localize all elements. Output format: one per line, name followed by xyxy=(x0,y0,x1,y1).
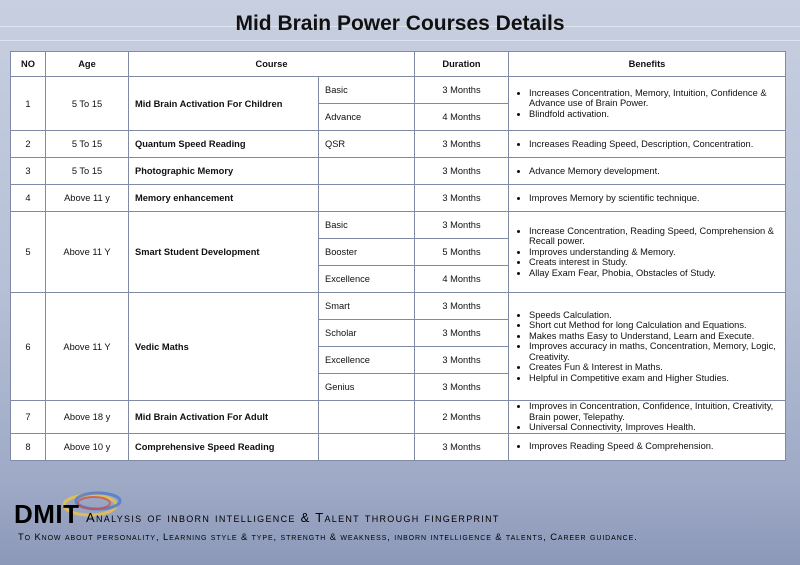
benefit-item: • Creats interest in Study. xyxy=(529,257,779,268)
cell-level xyxy=(319,401,415,434)
benefit-item: • Increases Reading Speed, Description, Concentration. xyxy=(529,139,779,150)
cell-no: 3 xyxy=(11,158,46,185)
cell-course: Comprehensive Speed Reading xyxy=(129,433,319,460)
benefits-list xyxy=(515,88,779,120)
cell-no: 6 xyxy=(11,293,46,401)
table-header-row xyxy=(11,52,786,77)
cell-level: Excellence xyxy=(319,347,415,374)
header-duration: Duration xyxy=(415,52,509,77)
cell-duration: 3 Months xyxy=(415,131,509,158)
cell-course: Mid Brain Activation For Children xyxy=(129,77,319,131)
cell-level: Basic xyxy=(319,212,415,239)
cell-benefits xyxy=(509,77,786,131)
cell-level xyxy=(319,185,415,212)
cell-benefits xyxy=(509,185,786,212)
cell-benefits xyxy=(509,433,786,460)
benefits-list xyxy=(515,441,779,452)
cell-no: 7 xyxy=(11,401,46,434)
cell-course: Memory enhancement xyxy=(129,185,319,212)
cell-age: Above 18 y xyxy=(46,401,129,434)
cell-duration: 3 Months xyxy=(415,433,509,460)
benefit-item: • Speeds Calculation. xyxy=(529,310,779,321)
cell-duration: 3 Months xyxy=(415,347,509,374)
cell-benefits xyxy=(509,293,786,401)
benefits-list xyxy=(515,226,779,279)
table-row xyxy=(11,293,786,320)
table-row xyxy=(11,185,786,212)
cell-age: Above 10 y xyxy=(46,433,129,460)
benefits-list xyxy=(515,310,779,384)
decorative-line xyxy=(0,40,800,41)
table-row xyxy=(11,158,786,185)
cell-age: Above 11 Y xyxy=(46,212,129,293)
benefit-item: • Blindfold activation. xyxy=(529,109,779,120)
benefits-list xyxy=(515,193,779,204)
benefit-item: • Increases Concentration, Memory, Intuition, Confidence & Advance use of Brain Power. xyxy=(529,88,779,109)
cell-course: Mid Brain Activation For Adult xyxy=(129,401,319,434)
cell-duration: 3 Months xyxy=(415,212,509,239)
benefit-item: • Makes maths Easy to Understand, Learn and Execute. xyxy=(529,331,779,342)
benefit-item: • Advance Memory development. xyxy=(529,166,779,177)
benefit-item: • Universal Connectivity, Improves Health. xyxy=(529,422,779,433)
cell-level xyxy=(319,433,415,460)
cell-age: 5 To 15 xyxy=(46,77,129,131)
cell-age: Above 11 Y xyxy=(46,293,129,401)
benefit-item: • Improves understanding & Memory. xyxy=(529,247,779,258)
brand-name: DMIT xyxy=(14,499,80,529)
benefit-item: • Improves accuracy in maths, Concentration, Memory, Logic, Creativity. xyxy=(529,341,779,362)
table-row xyxy=(11,131,786,158)
cell-level: Excellence xyxy=(319,266,415,293)
cell-benefits xyxy=(509,212,786,293)
cell-course: Smart Student Development xyxy=(129,212,319,293)
cell-age: 5 To 15 xyxy=(46,131,129,158)
cell-no: 2 xyxy=(11,131,46,158)
cell-course: Quantum Speed Reading xyxy=(129,131,319,158)
page-title: Mid Brain Power Courses Details xyxy=(235,12,565,35)
benefit-item: • Improves Reading Speed & Comprehension. xyxy=(529,441,779,452)
benefit-item: • Improves Memory by scientific technique. xyxy=(529,193,779,204)
cell-level: Genius xyxy=(319,374,415,401)
benefit-item: • Helpful in Competitive exam and Higher Studies. xyxy=(529,373,779,384)
header-no: NO xyxy=(11,52,46,77)
table-row xyxy=(11,77,786,104)
cell-no: 5 xyxy=(11,212,46,293)
cell-duration: 3 Months xyxy=(415,320,509,347)
cell-duration: 3 Months xyxy=(415,158,509,185)
benefits-list xyxy=(515,401,779,433)
cell-no: 1 xyxy=(11,77,46,131)
benefit-item: • Improves in Concentration, Confidence, Intuition, Creativity, Brain power, Telepathy. xyxy=(529,401,779,422)
cell-no: 4 xyxy=(11,185,46,212)
table-body xyxy=(11,77,786,461)
brand-subline: To Know about personality, Learning style & type, strength & weakness, inborn intelligence & talents, Career guidance. xyxy=(18,531,638,542)
cell-no: 8 xyxy=(11,433,46,460)
cell-benefits xyxy=(509,401,786,434)
cell-duration: 3 Months xyxy=(415,185,509,212)
benefit-item: • Allay Exam Fear, Phobia, Obstacles of Study. xyxy=(529,268,779,279)
cell-level xyxy=(319,158,415,185)
footer xyxy=(0,495,800,565)
cell-level: Advance xyxy=(319,104,415,131)
cell-duration: 4 Months xyxy=(415,266,509,293)
cell-duration: 2 Months xyxy=(415,401,509,434)
cell-duration: 5 Months xyxy=(415,239,509,266)
cell-level: Smart xyxy=(319,293,415,320)
cell-benefits xyxy=(509,131,786,158)
cell-level: Booster xyxy=(319,239,415,266)
cell-age: 5 To 15 xyxy=(46,158,129,185)
cell-level: QSR xyxy=(319,131,415,158)
cell-age: Above 11 y xyxy=(46,185,129,212)
benefit-item: • Short cut Method for long Calculation and Equations. xyxy=(529,320,779,331)
benefit-item: • Increase Concentration, Reading Speed, Comprehension & Recall power. xyxy=(529,226,779,247)
cell-benefits xyxy=(509,158,786,185)
table-row xyxy=(11,433,786,460)
courses-table xyxy=(10,51,786,461)
table-row xyxy=(11,212,786,239)
table-row xyxy=(11,401,786,434)
cell-level: Basic xyxy=(319,77,415,104)
brand-tagline: Analysis of inborn intelligence & Talent through fingerprint xyxy=(86,510,500,525)
cell-course: Vedic Maths xyxy=(129,293,319,401)
benefits-list xyxy=(515,166,779,177)
header-benefits: Benefits xyxy=(509,52,786,77)
benefit-item: • Creates Fun & Interest in Maths. xyxy=(529,362,779,373)
cell-duration: 3 Months xyxy=(415,293,509,320)
cell-level: Scholar xyxy=(319,320,415,347)
benefits-list xyxy=(515,139,779,150)
header-age: Age xyxy=(46,52,129,77)
cell-duration: 4 Months xyxy=(415,104,509,131)
cell-course: Photographic Memory xyxy=(129,158,319,185)
header-course: Course xyxy=(129,52,415,77)
cell-duration: 3 Months xyxy=(415,77,509,104)
cell-duration: 3 Months xyxy=(415,374,509,401)
